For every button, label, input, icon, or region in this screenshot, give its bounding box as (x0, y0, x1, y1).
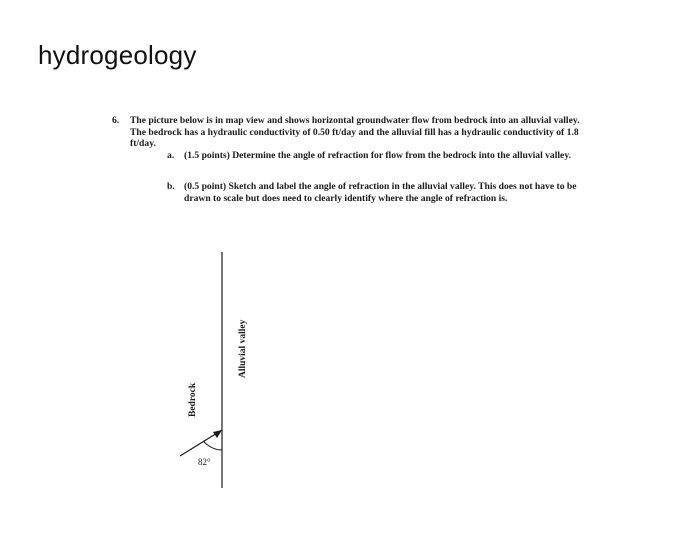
question-part-a (167, 150, 592, 162)
question-number: 6. (112, 115, 120, 126)
question-text: The picture below is in map view and shows horizontal groundwater flow from bedrock into an alluvial valley. The bedrock has a hydraulic conductivity of 0.50 ft/day and the alluvial fill has a hydraulic conductivity of 1.8 ft/day. (130, 115, 580, 150)
part-b-label: b. (167, 181, 175, 193)
angle-label: 82° (198, 457, 211, 467)
part-a-label: a. (167, 149, 175, 161)
part-b-text: (0.5 point) Sketch and label the angle of refraction in the alluvial valley. This does not have to be drawn to scale but does need to clearly identify where the angle of refraction is. (184, 181, 577, 204)
question-block (112, 115, 592, 205)
question-stem (112, 115, 592, 150)
flow-line (180, 430, 222, 456)
page-title: hydrogeology (38, 40, 197, 70)
part-a-text: (1.5 points) Determine the angle of refraction for flow from the bedrock into the alluvial valley. (184, 149, 571, 161)
question-part-b (167, 181, 592, 204)
alluvial-valley-label: Alluvial valley (238, 319, 248, 378)
angle-arc (203, 441, 222, 450)
flow-arrowhead (213, 430, 222, 438)
bedrock-label: Bedrock (188, 382, 198, 417)
